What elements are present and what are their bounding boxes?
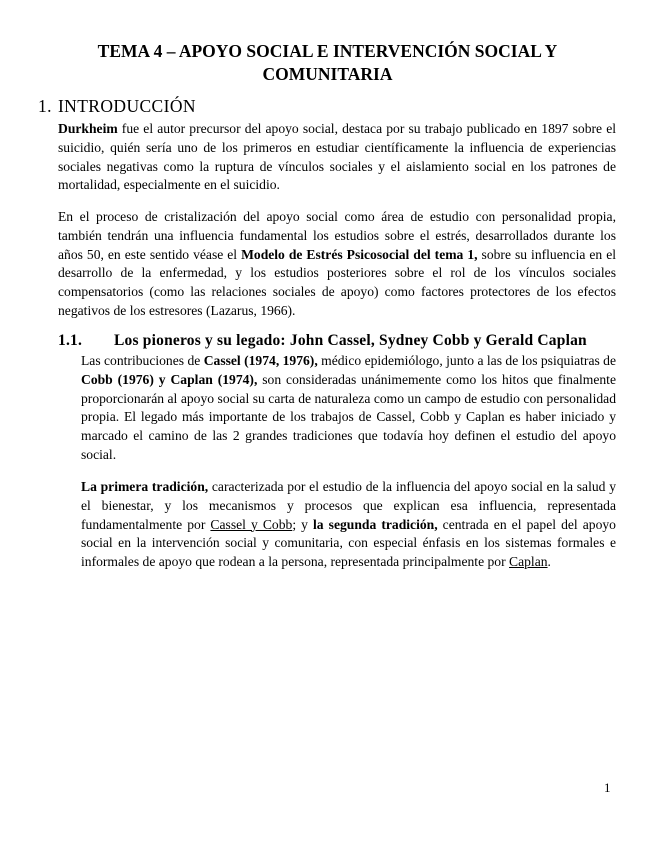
bold-primera-tradicion: La primera tradición, [81,479,209,494]
paragraph-text-before: En el proceso de cristalización del apoyo social como área de estudio con personalidad propia, también tendrán una influencia fundamental los estudios sobre el estrés, desarrollados durante los años 50, en este sentido véase el [58,209,616,262]
paragraph-estres [58,208,616,321]
text-segment: . [547,554,551,570]
paragraph-text: fue el autor precursor del apoyo social, destaca por su trabajo publicado en 1897 sobre el suicidio, quién sería uno de los primeros en estudiar científicamente la influencia de experiencias sociales negativas como la ruptura de vínculos sociales y el aislamiento social en los patrones de mortalidad, especialmente en el suicidio. [58,121,616,193]
bold-modelo-estres: Modelo de Estrés Psicosocial del tema 1, [241,246,478,262]
paragraph-tradiciones [81,478,616,572]
text-segment: médico epidemiólogo, junto a las de los psiquiatras de [317,353,617,368]
underlined-cassel-cobb: Cassel y Cobb [210,516,293,532]
subsection-title: Los pioneros y su legado: John Cassel, Sydney Cobb y Gerald Caplan [114,332,587,349]
text-segment: Las contribuciones de [81,353,204,368]
text-segment: caracterizada por el estudio de la influencia del apoyo social en la salud y el bienestar, y los mecanismos y procesos que explican esa influencia, representada fundamentalmente por [81,479,616,532]
title-line-2: COMUNITARIA [262,64,393,84]
text-segment: centrada en el papel del apoyo social en la intervención social y comunitaria, con especial énfasis en los sistemas formales e informales de apoyo que rodean a la persona, representada principalmente por [81,516,616,570]
paragraph-durkheim [58,120,616,195]
bold-durkheim: Durkheim [58,121,118,136]
section-title: INTRODUCCIÓN [57,96,196,116]
section-number: 1. [38,96,52,116]
underlined-caplan: Caplan [509,554,548,570]
text-segment: ; y [292,516,314,532]
section-heading-introduccion [38,95,196,117]
title-line-1: TEMA 4 – APOYO SOCIAL E INTERVENCIÓN SOCIAL Y [97,41,558,61]
paragraph-contribuciones [81,352,616,465]
paragraph-text-after: sobre su influencia en el desarrollo de la enfermedad, y los estudios posteriores sobre el rol de los vínculos sociales compensatorios (como las relaciones sociales de apoyo) como factores protectores de los efectos negativos de los estresores (Lazarus, 1966). [58,246,617,318]
document-title [40,40,615,86]
bold-cobb-caplan: Cobb (1976) y Caplan (1974), [81,371,258,387]
subsection-heading-pioneros [58,331,618,351]
bold-cassel: Cassel (1974, 1976), [203,353,318,368]
subsection-number: 1.1. [58,332,83,349]
page-number: 1 [604,780,611,795]
bold-segunda-tradicion: la segunda tradición, [313,516,438,532]
text-segment: son consideradas unánimemente como los hitos que finalmente proporcionarán al apoyo social su carta de naturaleza como un campo de estudio con personalidad propia. El legado más importante de los trabajos de Cassel, Cobb y Caplan es haber iniciado y marcado el camino de las 2 grandes tradiciones que todavía hoy definen el estudio del apoyo social. [81,371,616,462]
